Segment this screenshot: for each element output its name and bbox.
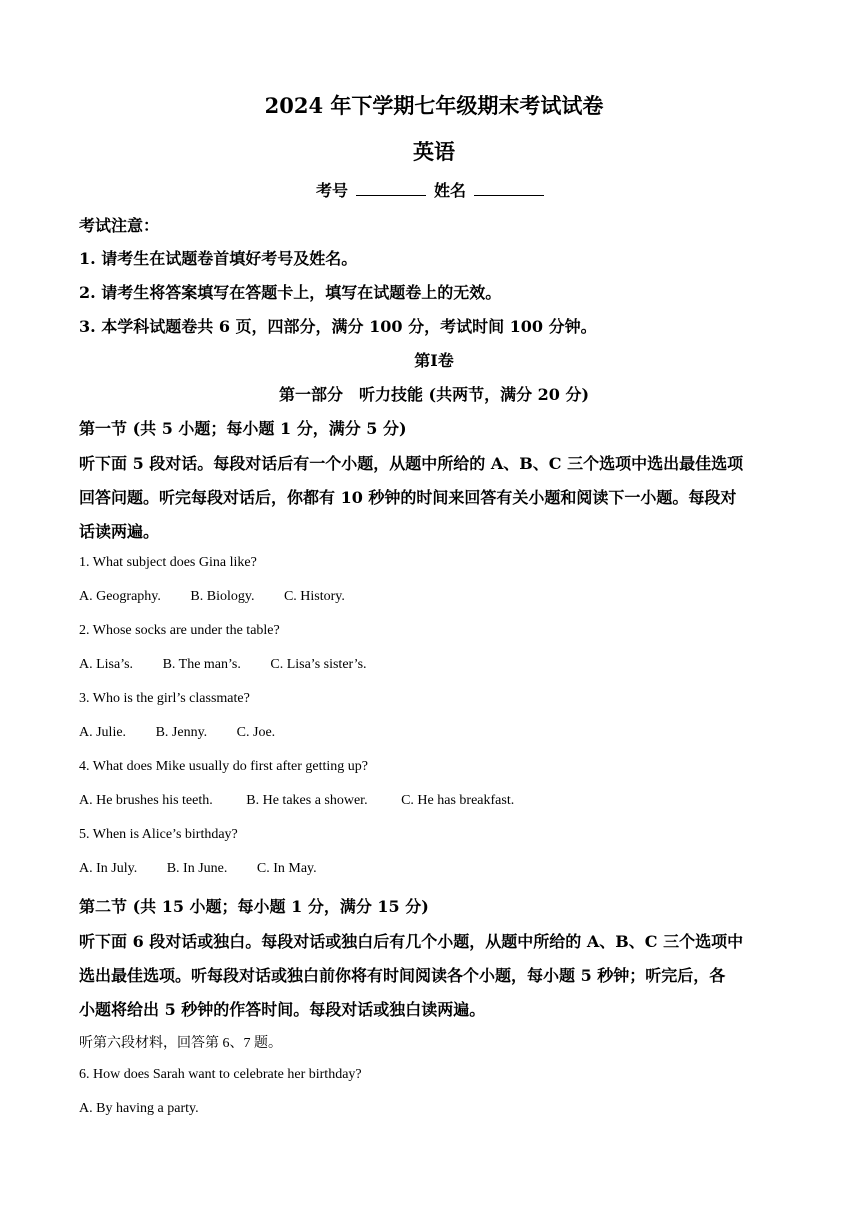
option-c: C. Lisa’s sister’s. — [270, 657, 367, 672]
section1-heading: 第一节 (共 5 小题；每小题 1 分，满分 5 分) — [79, 419, 407, 438]
section2-instruction: 选出最佳选项。听每段对话或独白前你将有时间阅读各个小题，每小题 5 秒钟；听完后，各 — [79, 966, 726, 985]
section1-instruction: 听下面 5 段对话。每段对话后有一个小题，从题中所给的 A、B、C 三个选项中选出最佳选项 — [79, 454, 744, 473]
notice-item: 2. 请考生将答案填写在答题卡上，填写在试题卷上的无效。 — [79, 283, 502, 302]
volume-label: 第Ⅰ卷 — [414, 351, 454, 370]
option-c: C. Joe. — [236, 725, 276, 740]
section1-instruction: 回答问题。听完每段对话后，你都有 10 秒钟的时间来回答有关小题和阅读下一小题。每段对 — [79, 488, 737, 507]
question-options — [79, 589, 345, 605]
section1-instruction: 话读两遍。 — [79, 522, 160, 541]
option-a: A. He brushes his teeth. — [79, 793, 213, 808]
option-a: A. In July. — [79, 861, 138, 876]
question-options — [79, 861, 317, 877]
section2-instruction: 听下面 6 段对话或独白。每段对话或独白后有几个小题，从题中所给的 A、B、C 三个选项中 — [79, 932, 744, 951]
option-b: B. Biology. — [190, 589, 255, 604]
option-b: B. Jenny. — [155, 725, 208, 740]
question-text: 4. What does Mike usually do first after getting up? — [79, 759, 369, 774]
question-text: 5. When is Alice’s birthday? — [79, 827, 238, 842]
section2-heading: 第二节 (共 15 小题；每小题 1 分，满分 15 分) — [79, 897, 429, 916]
option-b: B. The man’s. — [162, 657, 241, 672]
exam-info-line — [0, 178, 868, 201]
option-a: A. Lisa’s. — [79, 657, 134, 672]
notice-item: 3. 本学科试题卷共 6 页，四部分，满分 100 分，考试时间 100 分钟。 — [79, 317, 597, 336]
exam-no-label: 考号 — [315, 181, 348, 200]
option-b: B. He takes a shower. — [246, 793, 368, 808]
question-options — [79, 793, 514, 809]
option-c: C. He has breakfast. — [401, 793, 515, 808]
option-b: B. In June. — [166, 861, 228, 876]
material-note: 听第六段材料，回答第 6、7 题。 — [79, 1036, 282, 1051]
question-options — [79, 725, 275, 741]
option-a: A. Julie. — [79, 725, 127, 740]
section2-instruction: 小题将给出 5 秒钟的作答时间。每段对话或独白读两遍。 — [79, 1000, 486, 1019]
question-text: 2. Whose socks are under the table? — [79, 623, 280, 638]
option-a: A. By having a party. — [79, 1101, 199, 1116]
question-text: 3. Who is the girl’s classmate? — [79, 691, 250, 706]
question-text: 6. How does Sarah want to celebrate her birthday? — [79, 1067, 362, 1082]
option-c: C. In May. — [256, 861, 317, 876]
name-blank — [474, 181, 544, 196]
exam-no-blank — [356, 181, 426, 196]
question-text: 1. What subject does Gina like? — [79, 555, 257, 570]
option-a: A. Geography. — [79, 589, 161, 604]
part1-title: 第一部分 听力技能 (共两节，满分 20 分) — [278, 385, 590, 404]
option-c: C. History. — [283, 589, 345, 604]
exam-title: 2024 年下学期七年级期末考试试卷 — [264, 93, 604, 118]
name-label: 姓名 — [434, 181, 467, 200]
subject-title: 英语 — [413, 139, 455, 164]
notice-heading: 考试注意： — [79, 216, 160, 235]
question-options — [79, 657, 367, 673]
notice-item: 1. 请考生在试题卷首填好考号及姓名。 — [79, 249, 358, 268]
